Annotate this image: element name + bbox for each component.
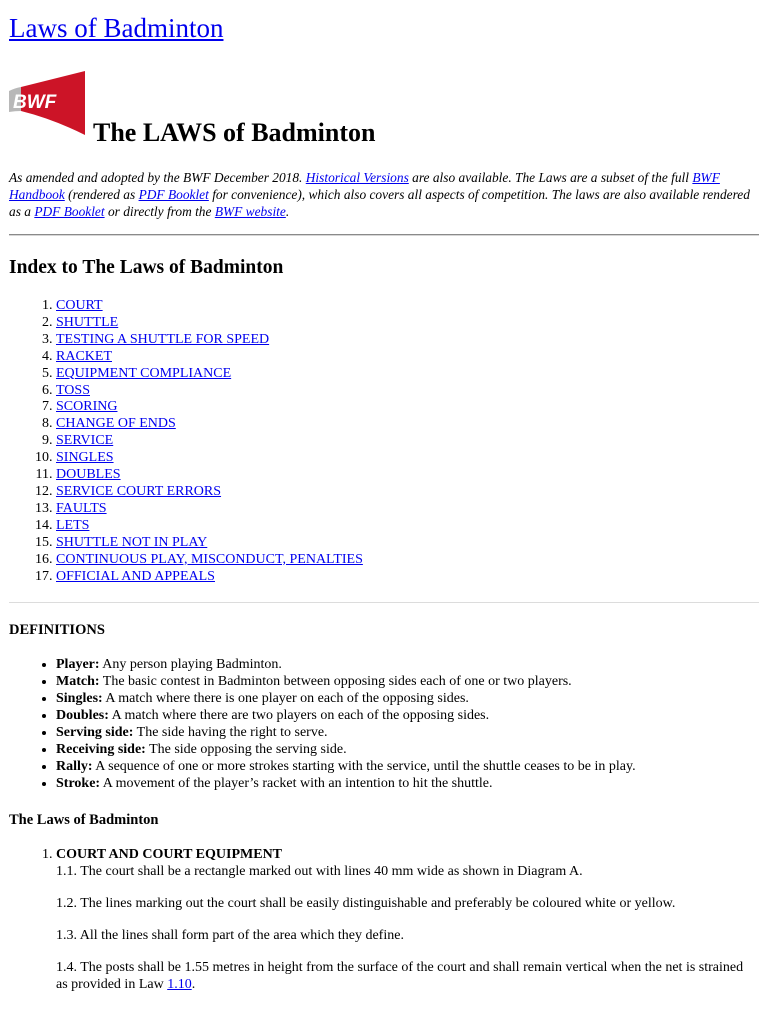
historical-versions-link[interactable]: Historical Versions [305, 170, 409, 185]
index-link-testing[interactable]: TESTING A SHUTTLE FOR SPEED [56, 331, 270, 347]
index-item [56, 450, 363, 467]
page-heading: The LAWS of Badminton [93, 118, 376, 147]
index-item [56, 416, 363, 433]
definition-term: Player: [56, 657, 100, 672]
laws-heading: The Laws of Badminton [9, 812, 159, 828]
index-item [56, 552, 363, 569]
definition-term: Match: [56, 674, 100, 689]
index-link-racket[interactable]: RACKET [56, 348, 112, 364]
definition-text: Any person playing Badminton. [99, 657, 282, 672]
index-link-service[interactable]: SERVICE [56, 433, 114, 449]
law-title: COURT AND COURT EQUIPMENT [56, 847, 283, 862]
intro-text-4: for convenience), which also covers all aspects of competition. The laws are also available rendered as a [9, 187, 750, 220]
definitions-heading: DEFINITIONS [9, 622, 105, 638]
index-link-change-of-ends[interactable]: CHANGE OF ENDS [56, 416, 176, 432]
intro-text-2: are also available. The Laws are a subset of the full [408, 170, 693, 185]
definition-item [56, 707, 636, 724]
index-item [56, 518, 363, 535]
index-item [56, 535, 363, 552]
definition-text: A match where there are two players on each of the opposing sides. [108, 708, 490, 723]
index-link-service-court-errors[interactable]: SERVICE COURT ERRORS [56, 483, 222, 499]
index-item [56, 298, 363, 315]
index-item [56, 467, 363, 484]
index-item [56, 484, 363, 501]
index-link-faults[interactable]: FAULTS [56, 500, 107, 516]
index-item [56, 569, 363, 586]
index-link-shuttle-not-in-play[interactable]: SHUTTLE NOT IN PLAY [56, 534, 208, 550]
index-link-scoring[interactable]: SCORING [56, 399, 118, 415]
definition-term: Singles: [56, 691, 103, 706]
index-link-doubles[interactable]: DOUBLES [56, 467, 121, 483]
definition-text: The side opposing the serving side. [145, 742, 347, 757]
definitions-list [0, 656, 636, 792]
definition-item [56, 673, 636, 690]
index-item [56, 332, 363, 349]
intro-text-5: or directly from the [104, 204, 215, 220]
index-item [56, 366, 363, 383]
bwf-handbook-link[interactable]: BWF Handbook [9, 170, 720, 203]
law-item [56, 846, 758, 993]
intro-text-3: (rendered as [64, 187, 139, 203]
law-1-10-link[interactable]: 1.10 [167, 977, 192, 992]
section-divider [9, 602, 759, 603]
definition-text: A match where there is one player on each of the opposing sides. [102, 691, 469, 706]
definition-item [56, 741, 636, 758]
index-link-singles[interactable]: SINGLES [56, 450, 114, 466]
index-link-continuous-play[interactable]: CONTINUOUS PLAY, MISCONDUCT, PENALTIES [56, 551, 363, 567]
bwf-logo-text: BWF [13, 92, 57, 113]
index-list [0, 298, 363, 585]
index-link-lets[interactable]: LETS [56, 517, 90, 533]
bwf-website-link[interactable]: BWF website [214, 204, 286, 220]
index-item [56, 315, 363, 332]
definition-term: Receiving side: [56, 742, 146, 757]
definition-term: Rally: [56, 759, 93, 774]
index-item [56, 433, 363, 450]
definition-item [56, 775, 636, 792]
definition-text: The side having the right to serve. [133, 725, 328, 740]
definition-term: Serving side: [56, 725, 134, 740]
intro-paragraph [9, 169, 759, 221]
site-title-link[interactable]: Laws of Badminton [9, 13, 224, 43]
definition-text: The basic contest in Badminton between opposing sides each of one or two players. [99, 674, 572, 689]
definition-text: A movement of the player’s racket with an intention to hit the shuttle. [100, 776, 493, 791]
law-paragraph [56, 959, 758, 993]
law-paragraph: 1.2. The lines marking out the court shall be easily distinguishable and preferably be coloured white or yellow. [56, 896, 676, 911]
law-paragraph: 1.3. All the lines shall form part of the area which they define. [56, 928, 404, 943]
index-link-court[interactable]: COURT [56, 298, 103, 313]
bwf-logo [9, 71, 86, 135]
intro-text-6: . [285, 204, 290, 220]
definition-item [56, 656, 636, 673]
definition-text: A sequence of one or more strokes starting with the service, until the shuttle ceases to be in play. [92, 759, 636, 774]
definition-item [56, 724, 636, 741]
definition-term: Doubles: [56, 708, 109, 723]
law-paragraph: 1.1. The court shall be a rectangle marked out with lines 40 mm wide as shown in Diagram A. [56, 864, 583, 879]
index-link-toss[interactable]: TOSS [56, 382, 90, 398]
index-item [56, 399, 363, 416]
index-item [56, 349, 363, 366]
index-item [56, 383, 363, 400]
index-heading: Index to The Laws of Badminton [9, 257, 284, 278]
law-paragraph-end: . [191, 977, 196, 992]
laws-list [0, 846, 758, 1008]
pdf-booklet-link-1[interactable]: PDF Booklet [138, 187, 209, 203]
index-link-shuttle[interactable]: SHUTTLE [56, 314, 119, 330]
law-paragraph-text: 1.4. The posts shall be 1.55 metres in height from the surface of the court and shall remain vertical when the net is strained as provided in Law [56, 960, 744, 992]
definition-item [56, 690, 636, 707]
index-item [56, 501, 363, 518]
intro-text-1: As amended and adopted by the BWF December 2018. [9, 170, 306, 185]
definition-item [56, 758, 636, 775]
index-link-official-appeals[interactable]: OFFICIAL AND APPEALS [56, 568, 215, 584]
site-title [9, 9, 223, 47]
index-link-equipment[interactable]: EQUIPMENT COMPLIANCE [56, 365, 232, 381]
definition-term: Stroke: [56, 776, 101, 791]
pdf-booklet-link-2[interactable]: PDF Booklet [34, 204, 105, 220]
section-divider [9, 234, 759, 236]
